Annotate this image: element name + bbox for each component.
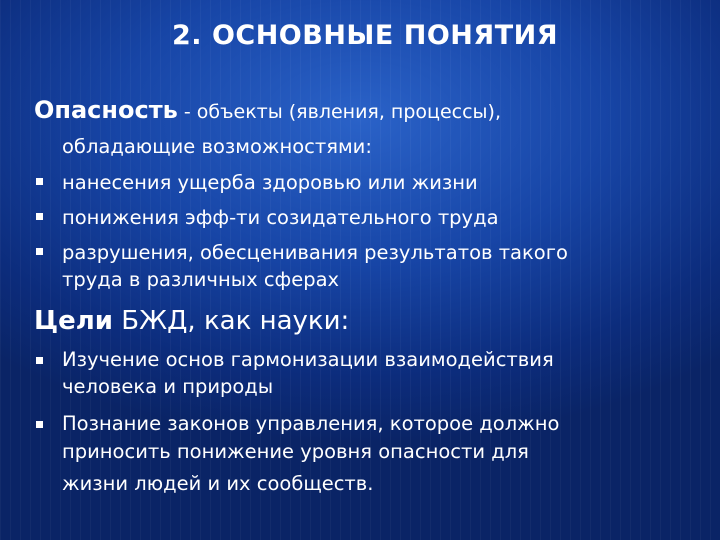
section-heading-danger — [34, 96, 501, 124]
list-item: нанесения ущерба здоровью или жизни — [62, 171, 478, 194]
list-item-continuation: человека и природы — [62, 375, 274, 398]
bullet-marker — [36, 178, 43, 185]
heading-term: Опасность — [34, 96, 178, 124]
slide-title: 2. ОСНОВНЫЕ ПОНЯТИЯ — [172, 20, 558, 51]
definition-continuation: обладающие возможностями: — [62, 135, 372, 158]
section-heading-goals — [34, 306, 349, 336]
bullet-marker — [36, 357, 43, 364]
bullet-marker — [36, 248, 43, 255]
list-item: понижения эфф-ти созидательного труда — [62, 206, 499, 229]
list-item-continuation: жизни людей и их сообществ. — [62, 472, 374, 495]
list-item: Познание законов управления, которое должно — [62, 412, 560, 435]
list-item-continuation: приносить понижение уровня опасности для — [62, 440, 529, 463]
heading-term: Цели — [34, 306, 114, 336]
list-item: Изучение основ гармонизации взаимодействия — [62, 348, 554, 371]
heading-definition: - объекты (явления, процессы), — [177, 101, 502, 123]
list-item-continuation: труда в различных сферах — [62, 268, 340, 291]
list-item: разрушения, обесценивания результатов такого — [62, 241, 568, 264]
bullet-marker — [36, 213, 43, 220]
heading-definition: БЖД, как науки: — [113, 306, 350, 336]
bullet-marker — [36, 421, 43, 428]
